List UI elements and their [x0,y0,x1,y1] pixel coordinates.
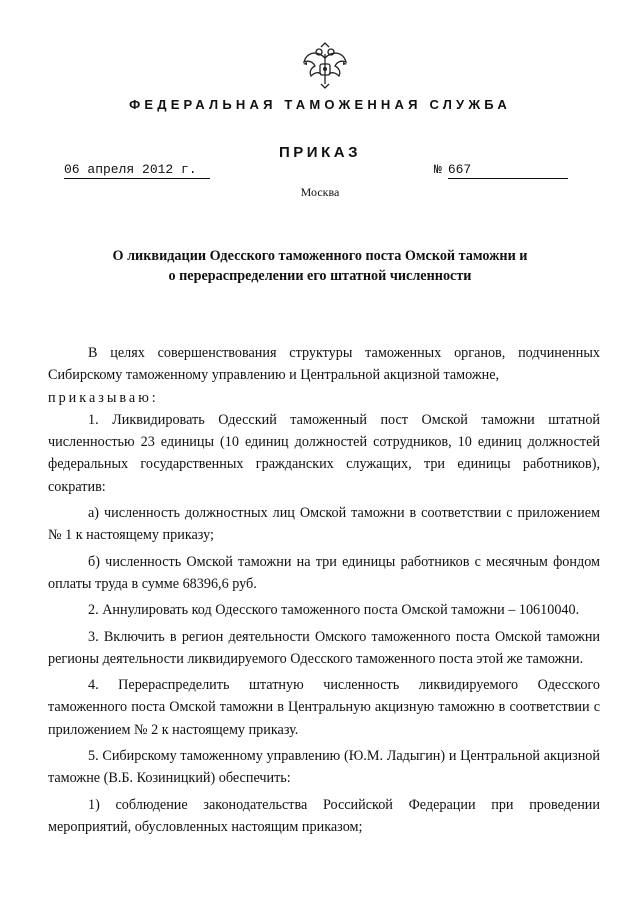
agency-name: ФЕДЕРАЛЬНАЯ ТАМОЖЕННАЯ СЛУЖБА [129,97,511,112]
document-type: ПРИКАЗ [279,144,361,161]
paragraph-5-1: 1) соблюдение законодательства Российской Федерации при проведении мероприятий, обусловленных настоящим приказом; [48,796,600,835]
paragraph-4: 4. Перераспределить штатную численность ликвидируемого Одесского таможенного поста Омской таможни в Центральную акцизную таможню в соответствии с приложением № 2 к настоящему приказу. [48,677,600,738]
title-line-2: о перераспределении его штатной численности [168,268,472,284]
document-title [60,246,580,286]
number-value: 667 [448,162,568,179]
order-date: 06 апреля 2012 г. [64,162,210,179]
paragraph-1b: б) численность Омской таможни на три единицы работников с месячным фондом оплаты труда в сумме 68396,6 руб. [48,553,600,592]
paragraph-1: 1. Ликвидировать Одесский таможенный пост Омской таможни штатной численностью 23 единицы (10 единиц должностей сотрудников, 10 единиц должностей федеральных государственных гражданских служащих, три единицы работников), сократив: [48,411,600,495]
paragraph-1a: а) численность должностных лиц Омской таможни в соответствии с приложением № 1 к настоящему приказу; [48,505,600,544]
double-headed-eagle-icon [299,40,351,92]
paragraph-2: 2. Аннулировать код Одесского таможенного поста Омской таможни – 10610040. [88,602,580,619]
order-word: приказываю: [48,389,159,406]
paragraph-3: 3. Включить в регион деятельности Омского таможенного поста Омской таможни регионы деятельности ликвидируемого Одесского таможенного поста этой же таможни. [48,628,600,667]
preamble: В целях совершенствования структуры таможенных органов, подчиненных Сибирскому таможенному управлению и Центральной акцизной таможне, [48,345,600,384]
paragraph-5: 5. Сибирскому таможенному управлению (Ю.М. Ладыгин) и Центральной акцизной таможне (В.Б. Козиницкий) обеспечить: [48,748,600,787]
city: Москва [300,185,340,199]
order-number [434,162,568,179]
title-line-1: О ликвидации Одесского таможенного поста Омской таможни и [112,248,528,264]
document-body [48,342,600,838]
number-label: № [434,162,442,177]
